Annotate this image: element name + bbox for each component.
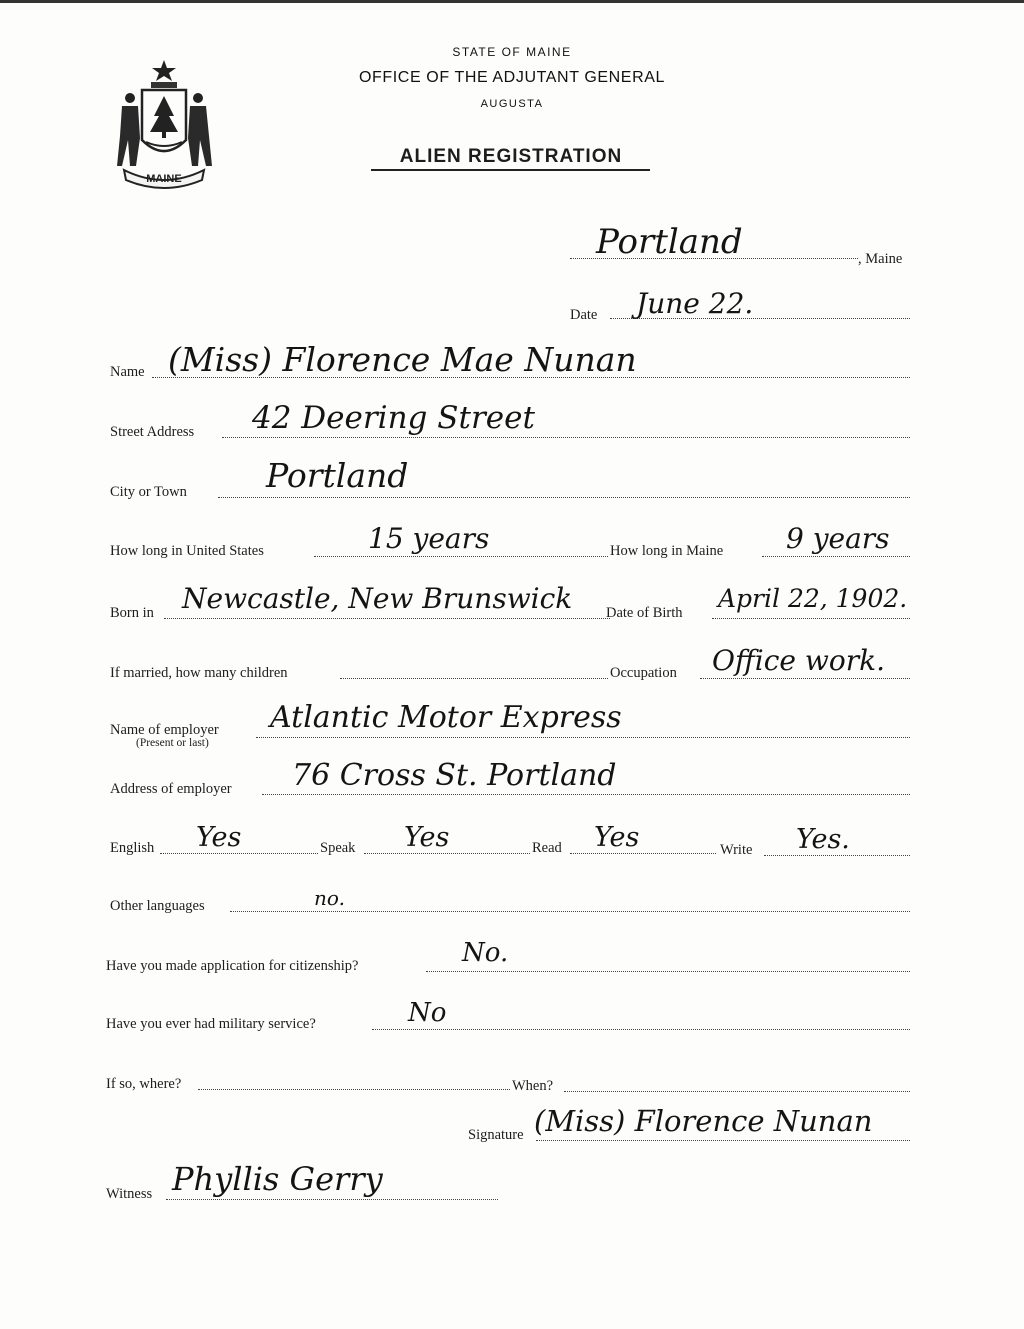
citizenship-label: Have you made application for citizenship? <box>106 958 359 974</box>
military-line <box>372 1029 910 1030</box>
date-label: Date <box>570 307 598 323</box>
how-long-us-value: 15 years <box>368 522 490 555</box>
occupation-line <box>700 678 910 679</box>
date-of-birth-label: Date of Birth <box>606 605 683 621</box>
where-label: If so, where? <box>106 1076 182 1092</box>
how-long-us-label: How long in United States <box>110 543 264 559</box>
write-line <box>764 855 910 856</box>
employer-value: Atlantic Motor Express <box>270 700 622 735</box>
signature-label: Signature <box>468 1127 524 1143</box>
employer-label: Name of employer <box>110 722 219 738</box>
employer-line <box>256 737 910 738</box>
witness-value: Phyllis Gerry <box>172 1160 383 1198</box>
office-heading: OFFICE OF THE ADJUTANT GENERAL <box>358 69 666 86</box>
name-label: Name <box>110 364 145 380</box>
form-title: ALIEN REGISTRATION <box>399 146 623 167</box>
state-heading: STATE OF MAINE <box>452 45 572 59</box>
write-label: Write <box>720 842 753 858</box>
how-long-maine-label: How long in Maine <box>610 543 724 559</box>
employer-address-value: 76 Cross St. Portland <box>292 758 617 793</box>
how-long-maine-value: 9 years <box>786 522 890 555</box>
other-languages-value: no. <box>314 886 345 910</box>
when-label: When? <box>512 1078 554 1094</box>
how-long-us-line <box>314 556 608 557</box>
date-value: June 22. <box>636 287 754 320</box>
signature-value: (Miss) Florence Nunan <box>534 1104 873 1138</box>
town-value: Portland <box>596 222 743 262</box>
street-label: Street Address <box>110 424 195 440</box>
read-value: Yes <box>594 822 640 853</box>
english-label: English <box>110 840 155 856</box>
speak-value: Yes <box>404 822 450 853</box>
children-label: If married, how many children <box>110 665 288 681</box>
english-value: Yes <box>196 822 242 853</box>
read-label: Read <box>532 840 562 856</box>
born-in-line <box>164 618 610 619</box>
seal-text: MAINE <box>146 173 182 185</box>
read-line <box>570 853 716 854</box>
employer-address-label: Address of employer <box>110 781 232 797</box>
city-value: Portland <box>266 456 409 495</box>
citizenship-line <box>426 971 910 972</box>
witness-line <box>166 1199 498 1200</box>
maine-label: , Maine <box>858 251 903 267</box>
english-line <box>160 853 318 854</box>
children-line <box>340 678 608 679</box>
name-value: (Miss) Florence Mae Nunan <box>168 340 637 379</box>
when-line <box>564 1091 910 1092</box>
other-languages-line <box>230 911 910 912</box>
employer-note: (Present or last) <box>136 737 209 749</box>
city-label: City or Town <box>110 484 187 500</box>
speak-line <box>364 853 530 854</box>
born-in-label: Born in <box>110 605 154 621</box>
title-underline <box>371 169 650 171</box>
street-line <box>222 437 910 438</box>
city-heading: AUGUSTA <box>480 98 544 110</box>
how-long-maine-line <box>762 556 910 557</box>
military-value: No <box>408 998 447 1028</box>
speak-label: Speak <box>320 840 356 856</box>
military-label: Have you ever had military service? <box>106 1016 316 1032</box>
street-value: 42 Deering Street <box>252 400 535 436</box>
employer-address-line <box>262 794 910 795</box>
maine-seal-icon <box>108 58 220 190</box>
born-in-value: Newcastle, New Brunswick <box>182 582 573 615</box>
other-languages-label: Other languages <box>110 898 205 914</box>
witness-label: Witness <box>106 1186 153 1202</box>
where-line <box>198 1089 510 1090</box>
date-of-birth-line <box>712 618 910 619</box>
citizenship-value: No. <box>462 938 509 968</box>
top-border <box>0 0 1024 3</box>
signature-line <box>536 1140 910 1141</box>
occupation-value: Office work. <box>712 644 885 677</box>
occupation-label: Occupation <box>610 665 677 681</box>
write-value: Yes. <box>796 824 850 855</box>
date-of-birth-value: April 22, 1902. <box>718 584 908 613</box>
city-line <box>218 497 910 498</box>
